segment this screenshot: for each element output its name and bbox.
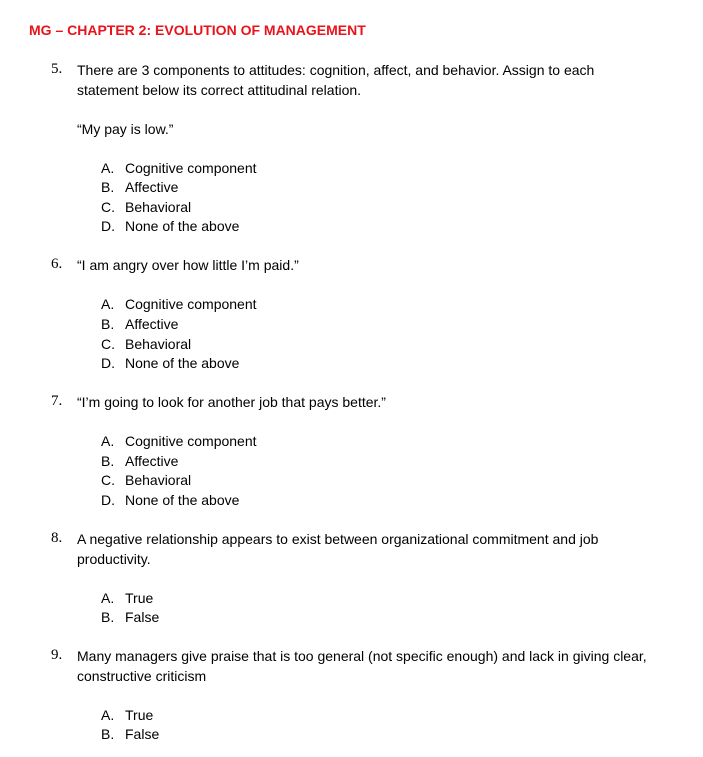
question-5-text: There are 3 components to attitudes: cognition, affect, and behavior. Assign to each statement below its correct attitudinal relation. — [77, 62, 595, 98]
option-letter: A. — [101, 707, 115, 723]
question-7-text: “I’m going to look for another job that pays better.” — [77, 394, 386, 410]
option-letter: D. — [101, 218, 115, 234]
option-text: False — [125, 726, 160, 742]
option-text: Behavioral — [125, 199, 192, 215]
option-letter: D. — [101, 355, 115, 371]
option-letter: A. — [101, 590, 115, 606]
option-text: Affective — [125, 453, 179, 469]
option-text: None of the above — [125, 355, 240, 371]
option-text: None of the above — [125, 218, 240, 234]
question-9-number: 9. — [51, 647, 63, 663]
option-letter: B. — [101, 179, 115, 195]
option-text: Cognitive component — [125, 433, 257, 449]
question-8-number: 8. — [51, 530, 63, 546]
question-5-quote: “My pay is low.” — [77, 121, 174, 137]
option-text: None of the above — [125, 492, 240, 508]
option-letter: D. — [101, 492, 115, 508]
option-text: True — [125, 707, 154, 723]
option-letter: A. — [101, 433, 115, 449]
option-letter: C. — [101, 472, 115, 488]
option-text: Cognitive component — [125, 296, 257, 312]
question-8-text: A negative relationship appears to exist between organizational commitment and job productivity. — [77, 531, 599, 567]
option-letter: B. — [101, 453, 115, 469]
option-letter: A. — [101, 296, 115, 312]
option-letter: B. — [101, 726, 115, 742]
document-heading: MG – CHAPTER 2: EVOLUTION OF MANAGEMENT — [29, 22, 366, 38]
option-letter: A. — [101, 160, 115, 176]
option-text: Affective — [125, 179, 179, 195]
question-7-number: 7. — [51, 393, 63, 409]
option-text: Behavioral — [125, 472, 192, 488]
option-letter: C. — [101, 199, 115, 215]
option-letter: B. — [101, 316, 115, 332]
option-text: True — [125, 590, 154, 606]
option-text: False — [125, 609, 160, 625]
question-6-number: 6. — [51, 256, 63, 272]
option-letter: B. — [101, 609, 115, 625]
option-text: Cognitive component — [125, 160, 257, 176]
question-6-text: “I am angry over how little I’m paid.” — [77, 257, 299, 273]
option-letter: C. — [101, 336, 115, 352]
option-text: Behavioral — [125, 336, 192, 352]
question-9-text: Many managers give praise that is too general (not specific enough) and lack in giving clear, constructive criticism — [77, 648, 647, 684]
question-5-number: 5. — [51, 61, 63, 77]
option-text: Affective — [125, 316, 179, 332]
